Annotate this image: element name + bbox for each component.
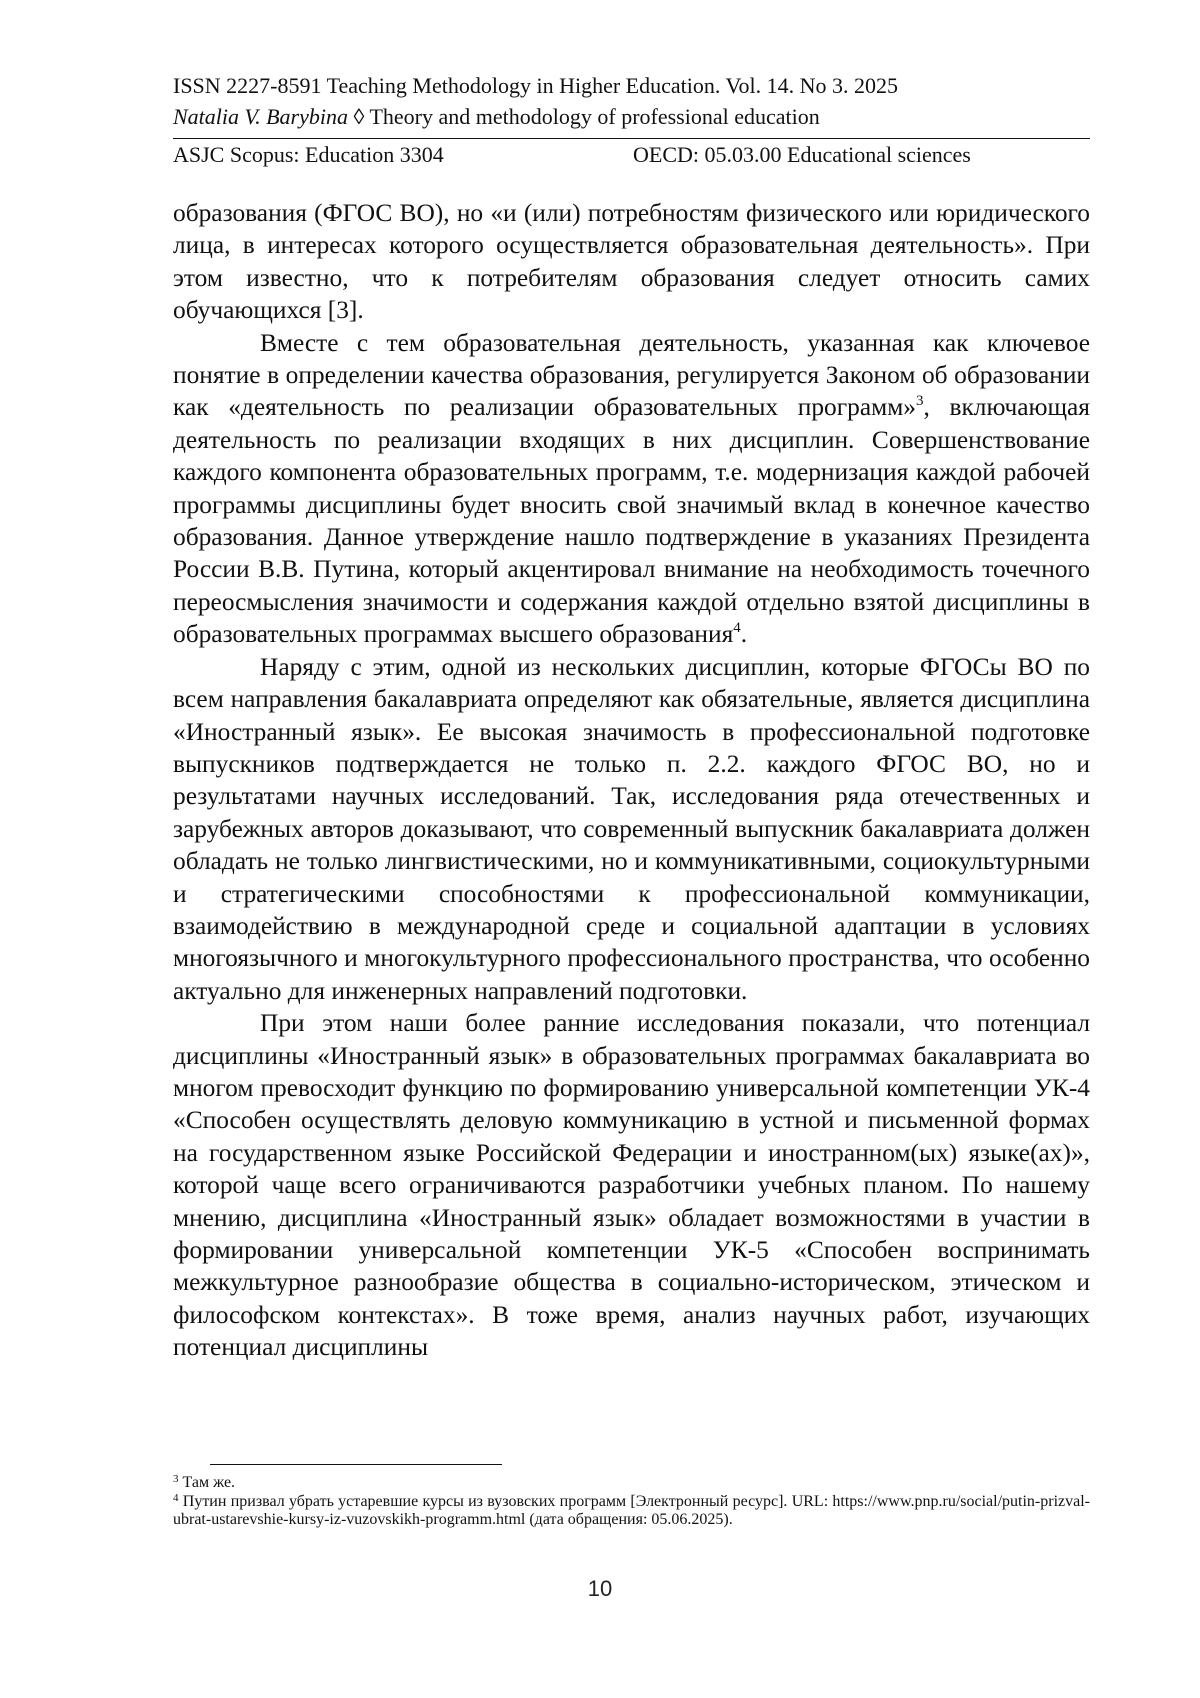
paragraph-1: образования (ФГОС ВО), но «и (или) потребностям физического или юридического лица, в интересах которого осуществляется образовательная деятельность». При этом известно, что к потребителям образования следует относить самих обучающихся [3]. [173,199,1090,325]
footnote-3-text: Там же. [178,1474,236,1491]
footnote-ref-4[interactable]: 4 [733,620,741,637]
journal-issn-line: ISSN 2227-8591 Teaching Methodology in Higher Education. Vol. 14. No 3. 2025 [173,73,899,98]
oecd-classification: OECD: 05.03.00 Educational sciences [633,142,971,167]
running-header [173,70,1090,132]
article-body [173,197,1090,1364]
paragraph-2-text-a: Вместе с тем образовательная деятельность, указанная как ключевое понятие в определении качества образования, регулируется Законом об образовании как «деятельность по реализации образовательных программ» [173,328,1090,422]
paragraph-3: Наряду с этим, одной из нескольких дисциплин, которые ФГОСы ВО по всем направления бакалавриата определяют как обязательные, является дисциплина «Иностранный язык». Ее высокая значимость в профессиональной подготовке выпускников подтверждается не только п. 2.2. каждого ФГОС ВО, но и результатами научных исследований. Так, исследования ряда отечественных и зарубежных авторов доказывают, что современный выпускник бакалавриата должен обладать не только лингвистическими, но и коммуникативными, социокультурными и стратегическими способностями к профессиональной коммуникации, взаимодействию в международной среде и социальной адаптации в условиях многоязычного и многокультурного профессионального пространства, что особенно актуально для инженерных направлений подготовки. [173,652,1090,1005]
page-number: 10 [587,1576,613,1601]
footnote-4-mark: 4 [173,1491,179,1504]
paragraph-2-text-b: , включающая деятельность по реализации входящих в них дисциплин. Совершенствование каждого компонента образовательных программ, т.е. модернизация каждой рабочей программы дисциплины будет вносить свой значимый вклад в конечное качество образования. Данное утверждение нашло подтверждение в указаниях Президента России В.В. Путина, который акцентировал внимание на необходимость точечного переосмысления значимости и содержания каждой отдельно взятой дисциплины в образовательных программах высшего образования [173,393,1090,649]
footnote-4 [173,1493,1090,1530]
section-title: ◊ Theory and methodology of professional education [348,104,820,129]
footnote-ref-3[interactable]: 3 [915,393,924,410]
paragraph-2 [173,327,1090,651]
footnote-4-text[interactable]: Путин призвал убрать устаревшие курсы из вузовских программ [Электронный ресурс]. URL: https://www.pnp.ru/social/putin-prizval-ubrat-ustarevshie-kursy-iz-vuzovskikh-programm.html (дата обращения: 05.06.2025). [173,1492,1090,1528]
header-rule [173,138,1090,139]
classification-line [173,140,1090,170]
scopus-classification: ASJC Scopus: Education 3304 [173,142,444,167]
author-name: Natalia V. Barybina [173,104,348,129]
paragraph-2-text-c: . [740,620,748,649]
footnote-3-mark: 3 [173,1473,179,1485]
author-section-line [173,101,1090,132]
footnote-3 [173,1474,1090,1493]
paragraph-4: При этом наши более ранние исследования показали, что потенциал дисциплины «Иностранный язык» в образовательных программах бакалавриата во многом превосходит функцию по формированию универсальной компетенции УК-4 «Способен осуществлять деловую коммуникацию в устной и письменной формах на государственном языке Российской Федерации и иностранном(ых) языке(ах)», которой чаще всего ограничиваются разработчики учебных планом. По нашему мнению, дисциплина «Иностранный язык» обладает возможностями в участии в формировании универсальной компетенции УК-5 «Способен воспринимать межкультурное разнообразие общества в социально-историческом, этическом и философском контекстах». В тоже время, анализ научных работ, изучающих потенциал дисциплины [173,1009,1090,1362]
footnotes [173,1474,1090,1530]
footnote-separator [210,1464,502,1465]
